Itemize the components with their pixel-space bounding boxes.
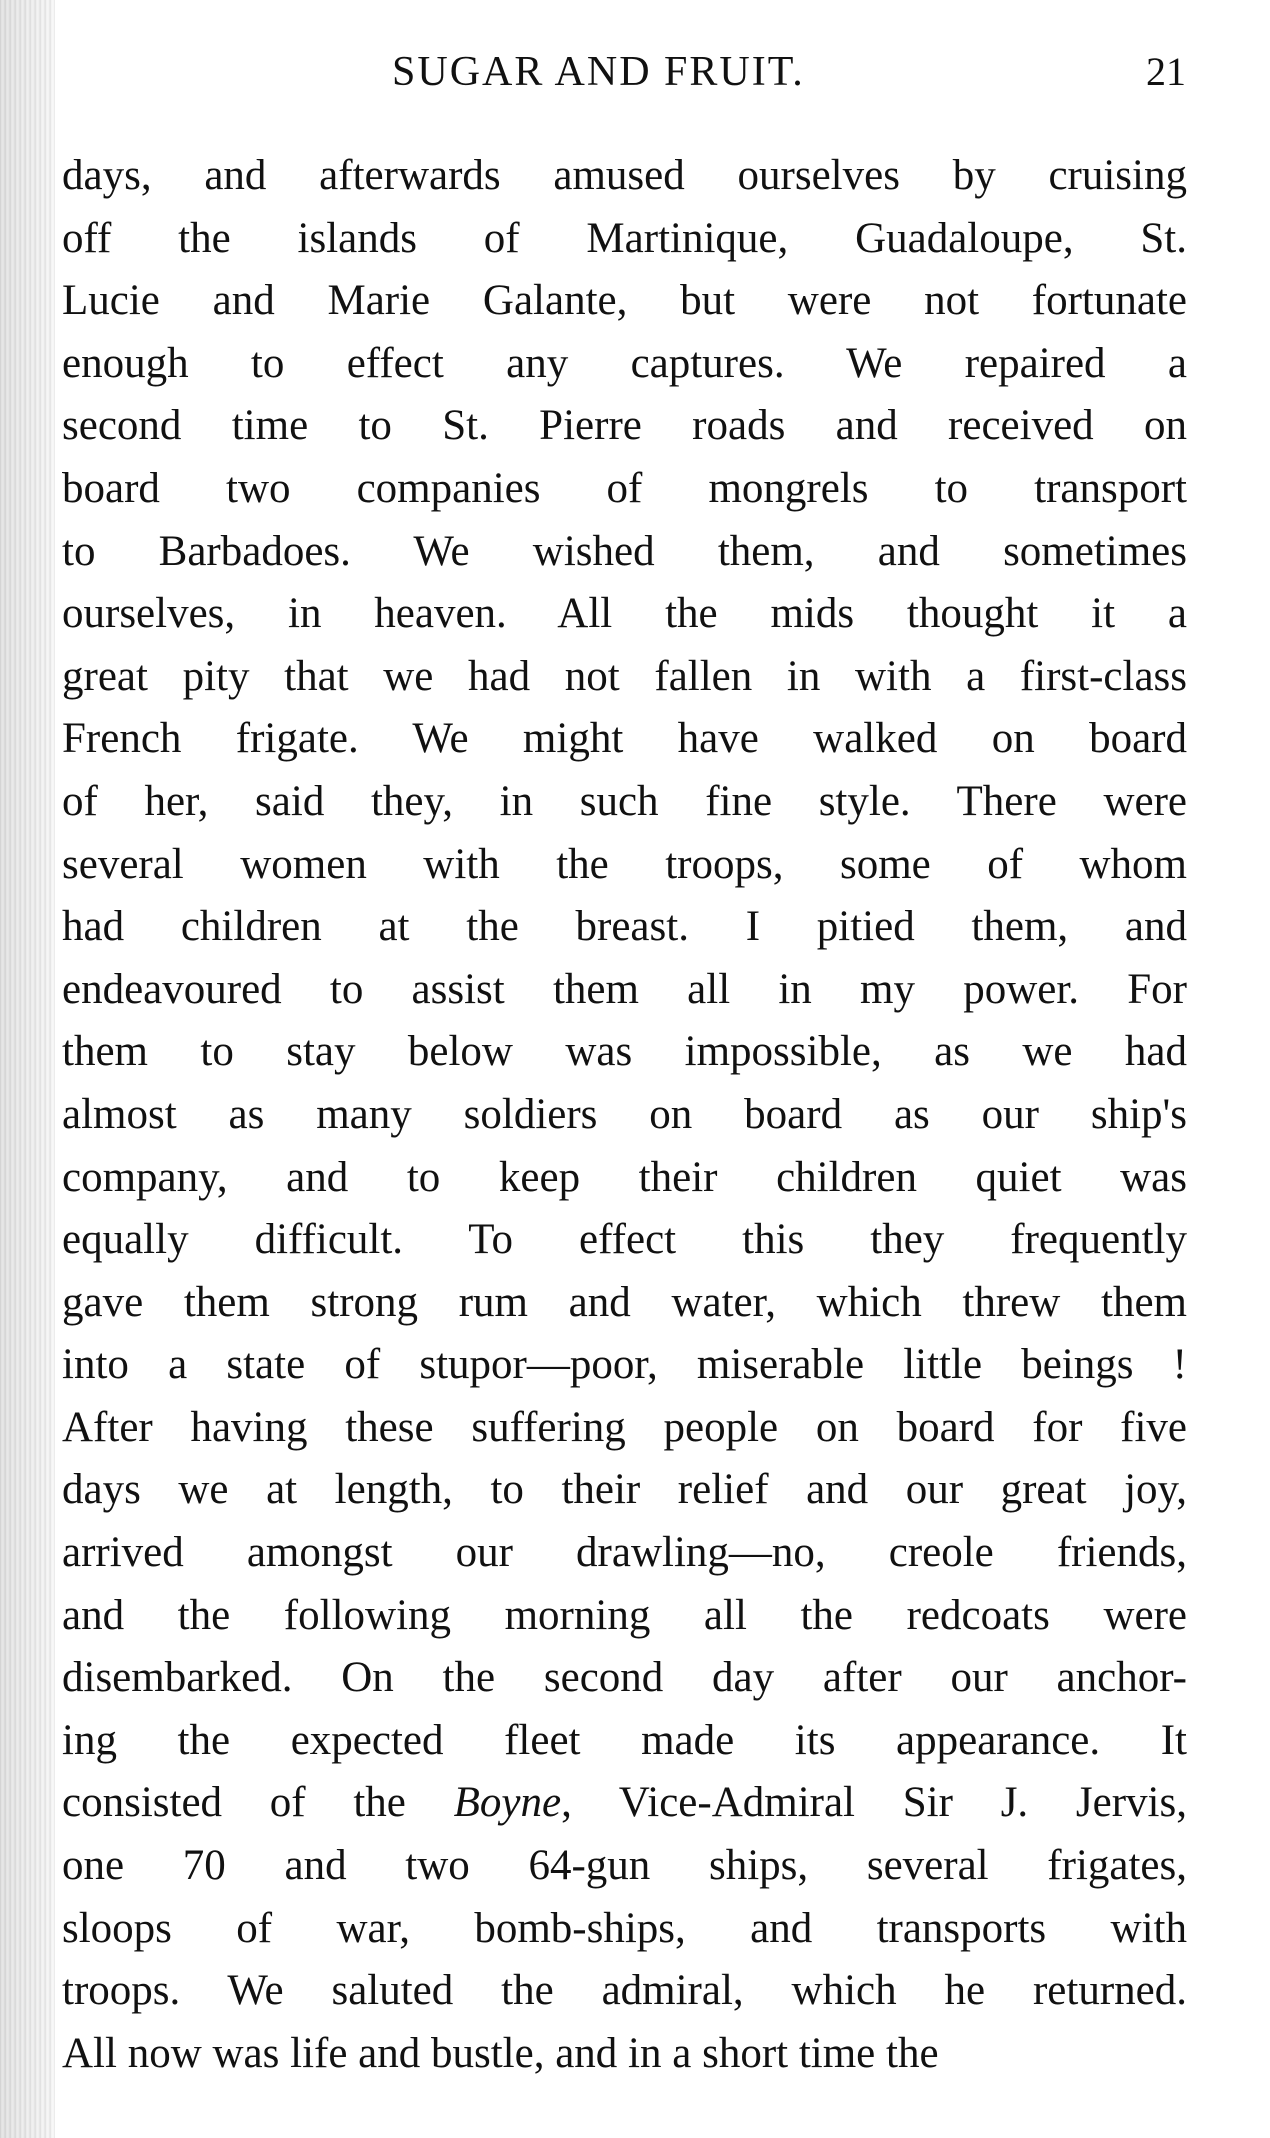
text-line: one 70 and two 64-gun ships, several frigates, [62,1842,1187,1890]
text-line: days we at length, to their relief and our great joy, [62,1466,1187,1514]
text-line: gave them strong rum and water, which threw them [62,1278,1187,1326]
text-line: disembarked. On the second day after our anchor- [62,1654,1187,1702]
scanned-binding-edge [0,0,55,2138]
line-text-before-italic: consisted of the [62,1779,454,1827]
body-text [62,145,1187,2085]
text-line: arrived amongst our drawling—no, creole friends, [62,1529,1187,1577]
text-line: endeavoured to assist them all in my power. For [62,965,1187,1013]
text-line: After having these suffering people on board for five [62,1403,1187,1451]
text-line: equally difficult. To effect this they frequently [62,1216,1187,1264]
text-line: second time to St. Pierre roads and received on [62,402,1187,450]
ship-name-italic: Boyne [453,1779,562,1827]
text-line: days, and afterwards amused ourselves by cruising [62,152,1187,199]
text-line: to Barbadoes. We wished them, and sometimes [62,527,1187,575]
text-line: great pity that we had not fallen in with a first-class [62,652,1187,700]
text-line: almost as many soldiers on board as our ship's [62,1090,1187,1138]
text-line: enough to effect any captures. We repaired a [62,339,1187,387]
text-line: and the following morning all the redcoats were [62,1591,1187,1639]
text-line: them to stay below was impossible, as we had [62,1028,1187,1076]
text-line: ourselves, in heaven. All the mids thought it a [62,590,1187,638]
page-number: 21 [1146,49,1186,94]
text-line: off the islands of Martinique, Guadaloupe, St. [62,214,1187,262]
text-line: French frigate. We might have walked on board [62,715,1187,763]
text-line: into a state of stupor—poor, miserable little beings ! [62,1341,1187,1389]
text-line: ing the expected fleet made its appearance. It [62,1716,1187,1764]
text-line-with-italic [62,1772,1187,1835]
text-line: company, and to keep their children quiet was [62,1153,1187,1201]
text-line: Lucie and Marie Galante, but were not fortunate [62,277,1187,325]
text-line: board two companies of mongrels to transport [62,464,1187,512]
text-line: troops. We saluted the admiral, which he returned. [62,1967,1187,2015]
text-line: of her, said they, in such fine style. There were [62,777,1187,825]
running-title: SUGAR AND FRUIT. [392,49,805,95]
text-line: several women with the troops, some of whom [62,840,1187,888]
line-text-after-italic: , Vice-Admiral Sir J. Jervis, [561,1779,1187,1827]
page-header [0,48,1270,118]
text-line: All now was life and bustle, and in a short time the [62,2029,939,2077]
text-line: had children at the breast. I pitied them, and [62,903,1187,951]
text-line: sloops of war, bomb-ships, and transports with [62,1904,1187,1952]
